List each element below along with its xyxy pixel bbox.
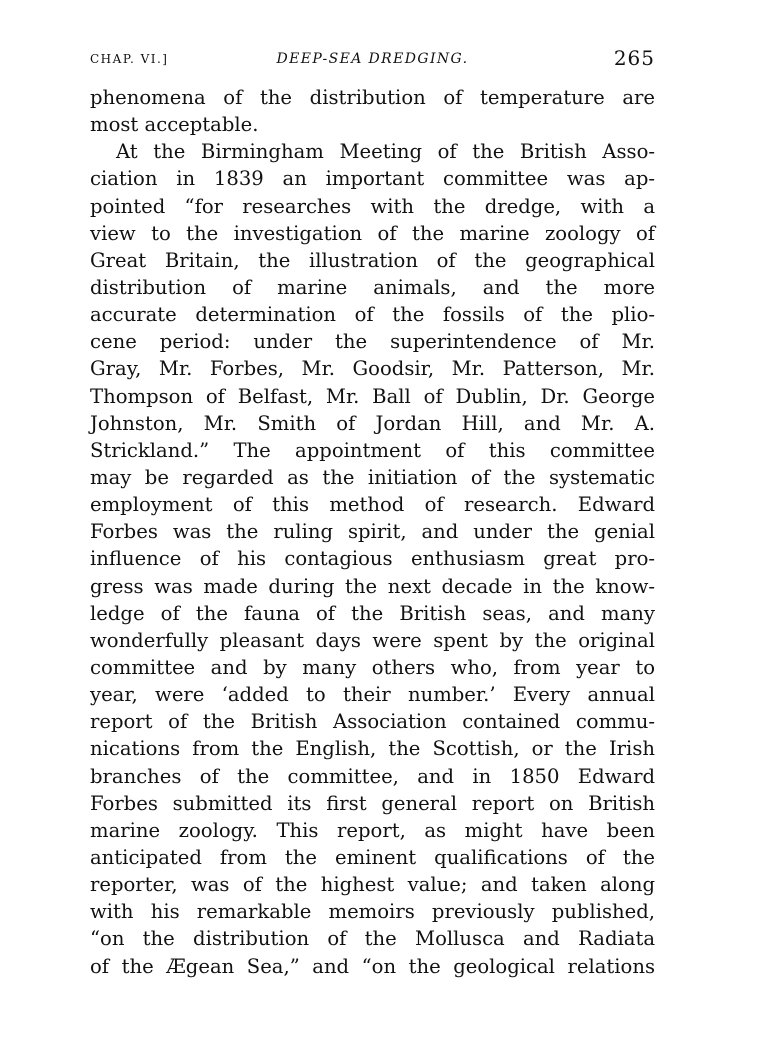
text-line: with his remarkable memoirs previously published, [90,900,655,924]
chapter-label: CHAP. VI.] [90,52,169,66]
text-line: influence of his contagious enthusiasm great pro- [90,547,655,571]
running-title: DEEP-SEA DREDGING. [276,51,469,67]
text-line: most acceptable. [90,113,259,137]
text-line: anticipated from the eminent qualifications of the [90,845,655,869]
text-line: of the Ægean Sea,” and “on the geological relations [90,954,655,978]
text-line: “on the distribution of the Mollusca and Radiata [90,927,655,951]
text-line: distribution of marine animals, and the more [90,275,655,299]
text-line: cene period: under the superintendence of Mr. [90,330,655,354]
text-line: wonderfully pleasant days were spent by the original [90,628,655,652]
text-line: year, were ‘added to their number.’ Every annual [90,683,655,707]
text-line: view to the investigation of the marine zoology of [90,221,655,245]
text-line: report of the British Association contained commu- [90,710,655,734]
running-head [90,46,655,76]
text-line: Strickland.” The appointment of this committee [90,438,655,462]
text-line: employment of this method of research. Edward [90,493,655,517]
text-line: nications from the English, the Scottish, or the Irish [90,737,655,761]
text-line: marine zoology. This report, as might have been [90,818,655,842]
text-line: Forbes was the ruling spirit, and under the genial [90,520,655,544]
text-line: committee and by many others who, from year to [90,655,655,679]
text-line: Gray, Mr. Forbes, Mr. Goodsir, Mr. Patterson, Mr. [90,357,655,381]
text-line: branches of the committee, and in 1850 Edward [90,764,655,788]
page-number: 265 [613,46,655,70]
text-line: pointed “for researches with the dredge, with a [90,194,655,218]
body-text [90,84,655,980]
text-line: accurate determination of the fossils of the plio- [90,303,655,327]
text-line: Great Britain, the illustration of the geographical [90,248,655,272]
text-line: Johnston, Mr. Smith of Jordan Hill, and Mr. A. [90,411,655,435]
text-line: ciation in 1839 an important committee was ap- [90,167,655,191]
text-line: gress was made during the next decade in the know- [90,574,655,598]
text-line: may be regarded as the initiation of the systematic [90,465,655,489]
text-line: ledge of the fauna of the British seas, and many [90,601,655,625]
text-line: phenomena of the distribution of temperature are [90,86,655,109]
text-line: At the Birmingham Meeting of the British Asso- [116,140,655,164]
text-line: Forbes submitted its first general report on British [90,791,655,815]
text-line: Thompson of Belfast, Mr. Ball of Dublin, Dr. George [90,384,655,408]
text-line: reporter, was of the highest value; and taken along [90,873,655,897]
